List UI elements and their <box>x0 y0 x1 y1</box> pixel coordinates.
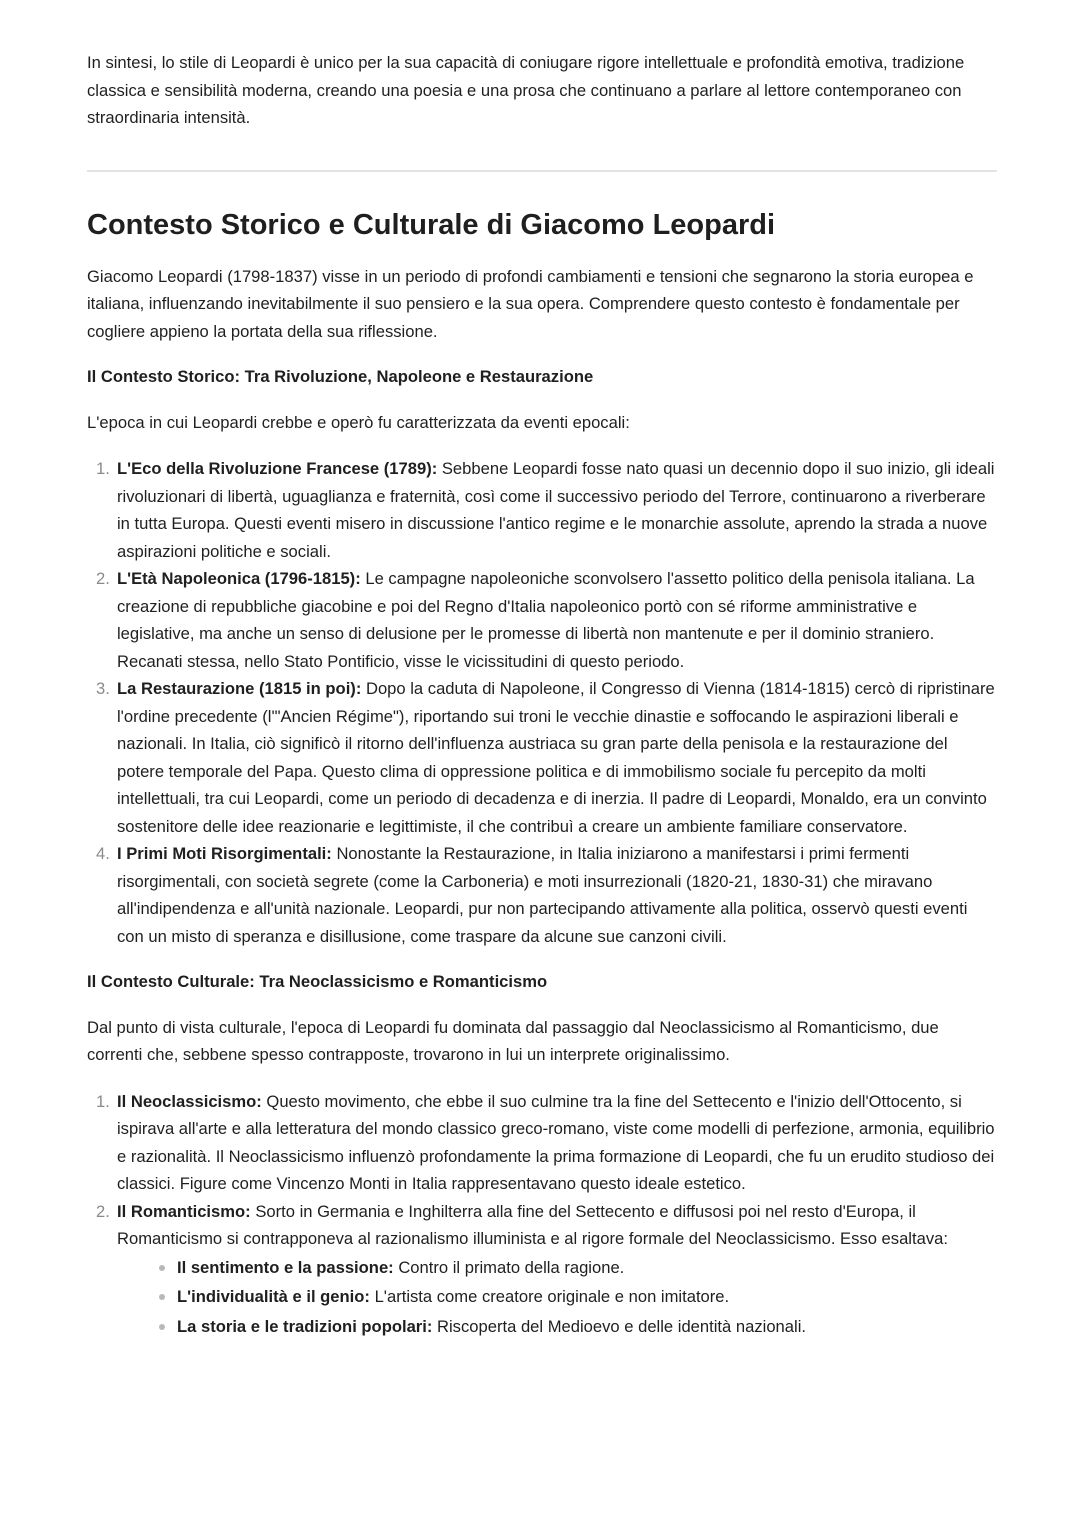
item-title: Il Romanticismo: <box>117 1201 251 1221</box>
historical-heading: Il Contesto Storico: Tra Rivoluzione, Napoleone e Restaurazione <box>87 367 594 386</box>
bullet-text: L'artista come creatore originale e non imitatore. <box>369 1287 730 1306</box>
romanticism-bullets <box>117 1253 997 1342</box>
bullet-text: Riscoperta del Medioevo e delle identità nazionali. <box>432 1316 806 1336</box>
bullet-item <box>147 1253 997 1283</box>
cultural-heading: Il Contesto Culturale: Tra Neoclassicismo e Romanticismo <box>87 972 548 991</box>
section-title: Contesto Storico e Culturale di Giacomo Leopardi <box>87 208 776 241</box>
list-item <box>87 675 997 840</box>
intro-paragraph: Giacomo Leopardi (1798-1837) visse in un periodo di profondi cambiamenti e tensioni che segnarono la storia europea e italiana, influenzando inevitabilmente il suo pensiero e la sua opera. Comprendere questo contesto è fondamentale per cogliere appieno la portata della sua riflessione. <box>87 266 974 341</box>
document <box>87 49 997 1341</box>
divider <box>87 170 997 172</box>
list-number: 2. <box>96 569 110 588</box>
bullet-icon <box>159 1265 165 1271</box>
bullet-item <box>147 1312 997 1342</box>
summary-paragraph: In sintesi, lo stile di Leopardi è unico per la sua capacità di coniugare rigore intellettuale e profondità emotiva, tradizione classica e sensibilità moderna, creando una poesia e una prosa che continuano a parlare al lettore contemporaneo con straordinaria intensità. <box>87 53 965 127</box>
item-text: Dopo la caduta di Napoleone, il Congresso di Vienna (1814-1815) cercò di ripristinare l'ordine precedente (l'"Ancien Régime"), riportando sui troni le vecchie dinastie e soffocando le aspirazioni liberali e nazionali. In Italia, ciò significò il ritorno dell'influenza austriaca su gran parte della penisola e la restaurazione del potere temporale del Papa. Questo clima di oppressione politica e di immobilismo sociale fu percepito da molti intellettuali, tra cui Leopardi, come un periodo di decadenza e di inerzia. Il padre di Leopardi, Monaldo, era un convinto sostenitore delle idee reazionarie e legittimiste, il che contribuì a creare un ambiente familiare conservatore. <box>117 679 995 836</box>
item-title: L'Età Napoleonica (1796-1815): <box>117 569 361 588</box>
list-number: 4. <box>96 844 110 863</box>
list-item <box>87 455 997 565</box>
historical-lead: L'epoca in cui Leopardi crebbe e operò fu caratterizzata da eventi epocali: <box>87 412 630 432</box>
item-title: Il Neoclassicismo: <box>117 1091 262 1111</box>
bullet-title: L'individualità e il genio: <box>177 1287 370 1306</box>
list-item <box>87 1088 997 1198</box>
list-number: 1. <box>96 459 110 478</box>
item-text: Le campagne napoleoniche sconvolsero l'assetto politico della penisola italiana. La creazione di repubbliche giacobine e poi del Regno d'Italia napoleonico portò con sé riforme amministrative e legislative, ma anche un senso di delusione per le promesse di libertà non mantenute e per il dominio straniero. Recanati stessa, nello Stato Pontificio, visse le vicissitudini di questo periodo. <box>117 569 975 671</box>
list-number: 2. <box>96 1201 110 1221</box>
bullet-title: Il sentimento e la passione: <box>177 1257 394 1277</box>
list-item <box>87 840 997 950</box>
list-item <box>87 565 997 675</box>
list-number: 3. <box>96 679 110 698</box>
item-text: Sebbene Leopardi fosse nato quasi un decennio dopo il suo inizio, gli ideali rivoluzionari di libertà, uguaglianza e fraternità, così come il successivo periodo del Terrore, continuarono a riverberare in tutta Europa. Questi eventi misero in discussione l'antico regime e le monarchie assolute, aprendo la strada a nuove aspirazioni politiche e sociali. <box>117 459 995 561</box>
item-title: La Restaurazione (1815 in poi): <box>117 679 362 698</box>
bullet-icon <box>159 1294 165 1300</box>
bullet-icon <box>159 1324 165 1330</box>
item-title: I Primi Moti Risorgimentali: <box>117 844 332 863</box>
item-title: L'Eco della Rivoluzione Francese (1789): <box>117 459 438 478</box>
historical-list <box>87 455 997 950</box>
list-number: 1. <box>96 1091 110 1111</box>
list-item <box>87 1198 997 1342</box>
item-text: Nonostante la Restaurazione, in Italia iniziarono a manifestarsi i primi fermenti risorgimentali, con società segrete (come la Carboneria) e moti insurrezionali (1820-21, 1830-31) che miravano all'indipendenza e all'unità nazionale. Leopardi, pur non partecipando attivamente alla politica, osservò questi eventi con un misto di speranza e disillusione, come traspare da alcune sue canzoni civili. <box>117 844 968 946</box>
item-text: Questo movimento, che ebbe il suo culmine tra la fine del Settecento e l'inizio dell'Ottocento, si ispirava all'arte e alla letteratura del mondo classico greco-romano, viste come modelli di perfezione, armonia, equilibrio e razionalità. Il Neoclassicismo influenzò profondamente la prima formazione di Leopardi, che fu un erudito studioso dei classici. Figure come Vincenzo Monti in Italia rappresentavano questo ideale estetico. <box>117 1091 995 1193</box>
cultural-lead: Dal punto di vista culturale, l'epoca di Leopardi fu dominata dal passaggio dal Neoclassicismo al Romanticismo, due correnti che, sebbene spesso contrapposte, trovarono in lui un interprete originalissimo. <box>87 1017 939 1064</box>
bullet-item <box>147 1282 997 1312</box>
cultural-list <box>87 1088 997 1342</box>
item-text: Sorto in Germania e Inghilterra alla fine del Settecento e diffusosi poi nel resto d'Europa, il Romanticismo si contrapponeva al razionalismo illuminista e al rigore formale del Neoclassicismo. Esso esaltava: <box>117 1201 948 1248</box>
bullet-text: Contro il primato della ragione. <box>393 1257 625 1277</box>
bullet-title: La storia e le tradizioni popolari: <box>177 1316 433 1336</box>
